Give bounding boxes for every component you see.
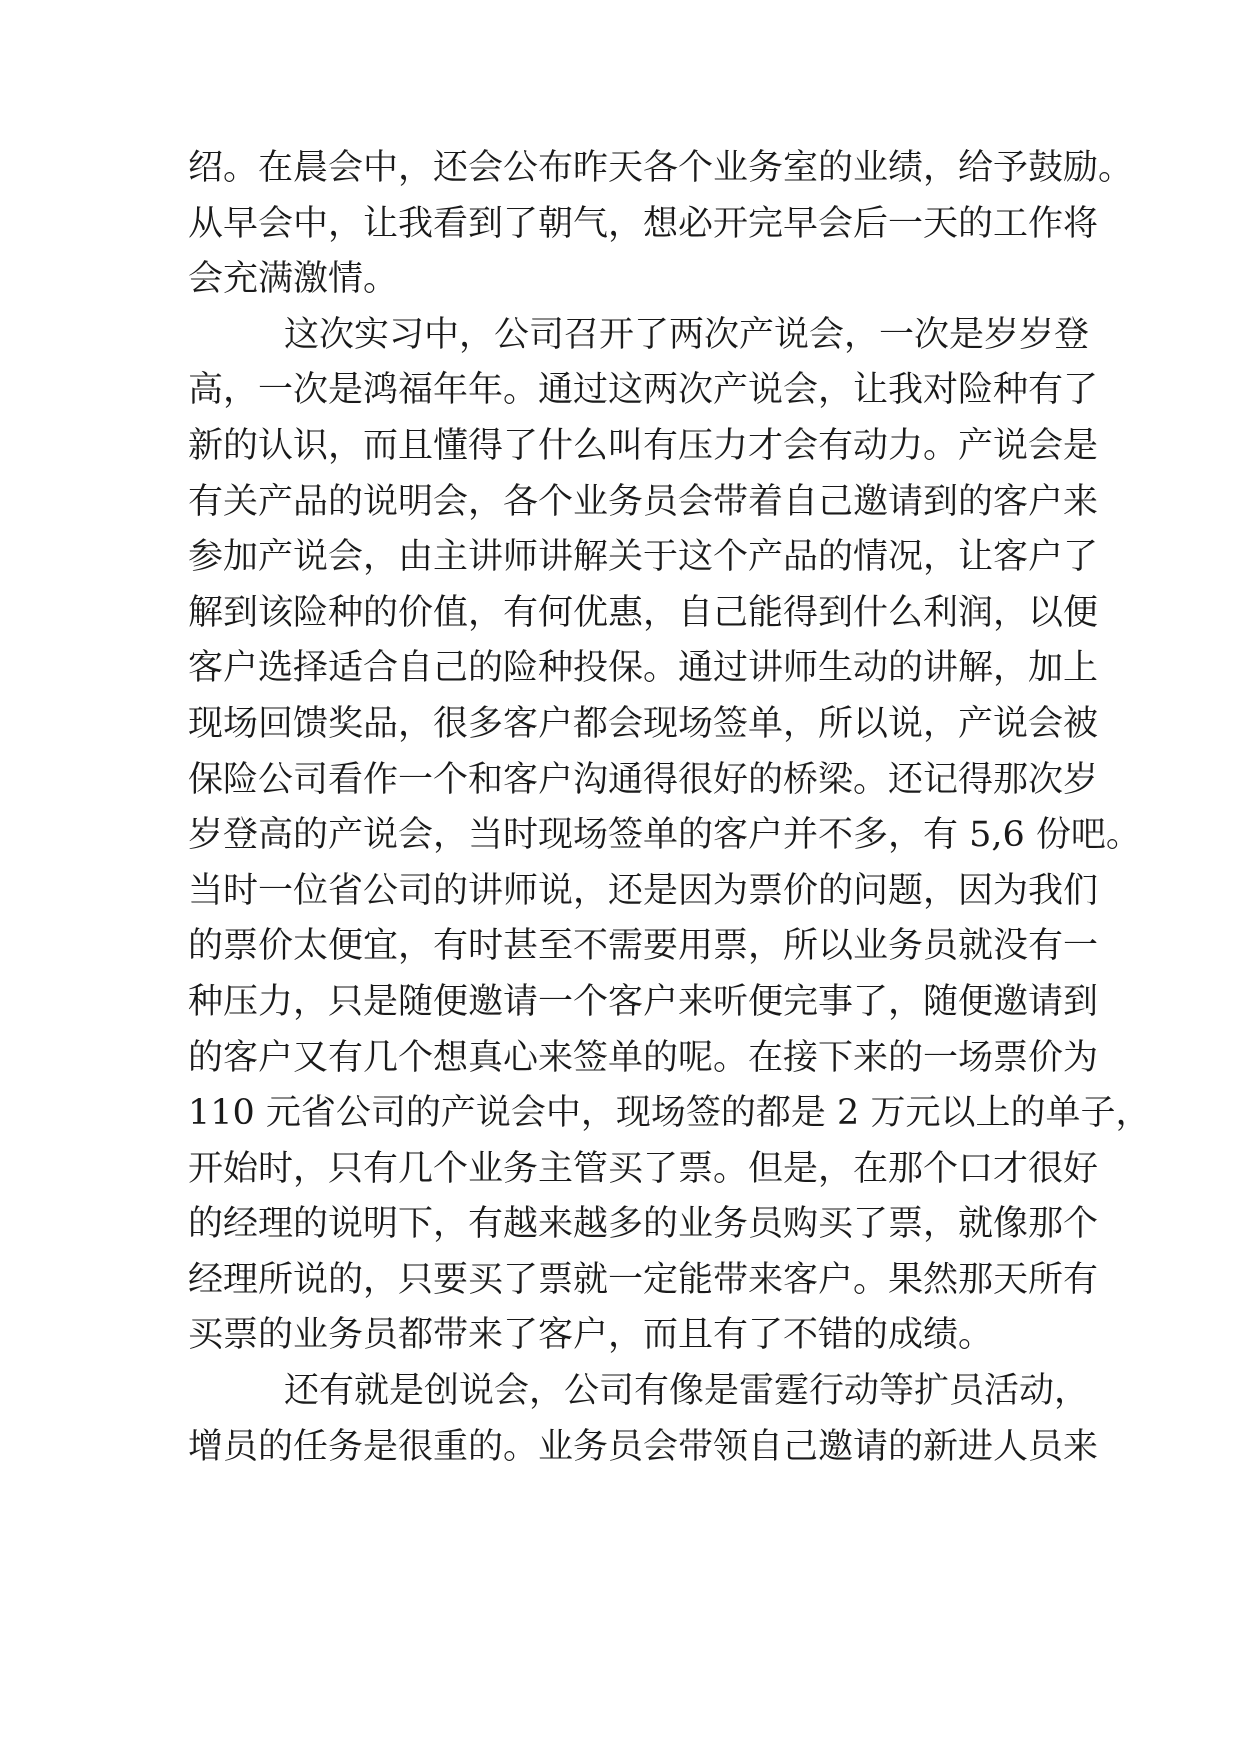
text-line: 增员的任务是很重的。业务员会带领自己邀请的新进人员来 xyxy=(188,1426,1099,1467)
text-line: 110 元省公司的产说会中，现场签的都是 2 万元以上的单子， xyxy=(188,1093,1151,1134)
text-line: 这次实习中，公司召开了两次产说会，一次是岁岁登 xyxy=(284,314,1090,355)
text-line: 当时一位省公司的讲师说，还是因为票价的问题，因为我们 xyxy=(188,870,1099,911)
text-line: 解到该险种的价值，有何优惠，自己能得到什么利润，以便 xyxy=(188,592,1099,633)
text-line: 保险公司看作一个和客户沟通得很好的桥梁。还记得那次岁 xyxy=(188,759,1099,800)
text-line: 买票的业务员都带来了客户，而且有了不错的成绩。 xyxy=(188,1315,994,1356)
text-line: 绍。在晨会中，还会公布昨天各个业务室的业绩，给予鼓励。 xyxy=(188,148,1134,188)
text-line: 现场回馈奖品，很多客户都会现场签单，所以说，产说会被 xyxy=(188,703,1099,744)
text-line: 开始时，只有几个业务主管买了票。但是，在那个口才很好 xyxy=(188,1148,1099,1189)
text-line: 的客户又有几个想真心来签单的呢。在接下来的一场票价为 xyxy=(188,1037,1099,1078)
text-line: 经理所说的，只要买了票就一定能带来客户。果然那天所有 xyxy=(188,1259,1099,1300)
text-line: 有关产品的说明会，各个业务员会带着自己邀请到的客户来 xyxy=(188,481,1099,522)
text-line: 种压力，只是随便邀请一个客户来听便完事了，随便邀请到 xyxy=(188,981,1099,1022)
body-text xyxy=(188,141,1151,1475)
text-line: 客户选择适合自己的险种投保。通过讲师生动的讲解，加上 xyxy=(188,648,1099,689)
text-line: 会充满激情。 xyxy=(188,259,399,300)
text-line: 新的认识，而且懂得了什么叫有压力才会有动力。产说会是 xyxy=(188,425,1099,466)
text-line: 高，一次是鸿福年年。通过这两次产说会，让我对险种有了 xyxy=(188,370,1099,411)
text-line: 的票价太便宜，有时甚至不需要用票，所以业务员就没有一 xyxy=(188,926,1099,967)
text-line: 还有就是创说会，公司有像是雷霆行动等扩员活动， xyxy=(284,1371,1090,1412)
text-line: 参加产说会，由主讲师讲解关于这个产品的情况，让客户了 xyxy=(188,537,1099,578)
text-line: 的经理的说明下，有越来越多的业务员购买了票，就像那个 xyxy=(188,1204,1099,1245)
text-line: 岁登高的产说会，当时现场签单的客户并不多，有 5,6 份吧。 xyxy=(188,815,1141,856)
text-line: 从早会中，让我看到了朝气，想必开完早会后一天的工作将 xyxy=(188,203,1099,244)
